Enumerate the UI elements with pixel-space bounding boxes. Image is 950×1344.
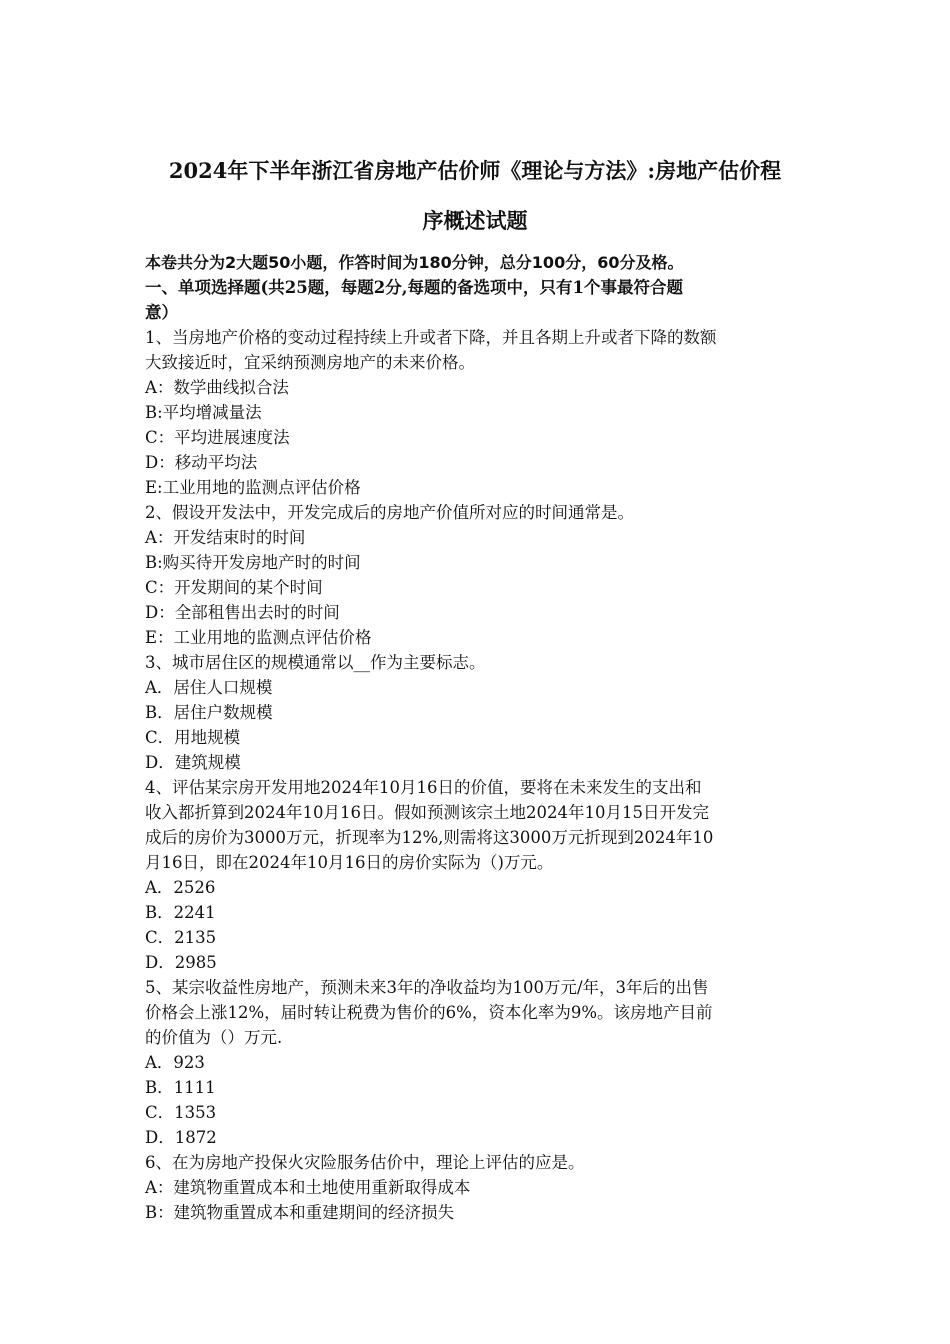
option-line: B:平均增减量法 <box>145 403 262 422</box>
option-line: D：全部租售出去时的时间 <box>145 603 340 622</box>
question-line: 3、城市居住区的规模通常以__作为主要标志。 <box>145 653 486 672</box>
option-line: D．建筑规模 <box>145 753 241 772</box>
question-line: 2、假设开发法中，开发完成后的房地产价值所对应的时间通常是。 <box>145 503 634 522</box>
question-line: 5、某宗收益性房地产，预测未来3年的净收益均为100万元/年，3年后的出售 <box>145 978 709 997</box>
question-line: 1、当房地产价格的变动过程持续上升或者下降，并且各期上升或者下降的数额 <box>145 328 717 347</box>
question-line: 月16日，即在2024年10月16日的房价实际为（)万元。 <box>145 853 554 872</box>
option-line: C．用地规模 <box>145 728 241 747</box>
option-line: A：开发结束时的时间 <box>145 528 306 547</box>
option-line: D．2985 <box>145 953 217 972</box>
question-line: 6、在为房地产投保火灾险服务估价中，理论上评估的应是。 <box>145 1153 585 1172</box>
option-line: B．2241 <box>145 903 216 922</box>
document-body <box>145 250 810 1225</box>
document-title-line-2: 序概述试题 <box>422 208 528 233</box>
option-line: B．1111 <box>145 1078 216 1097</box>
document-title-line-1: 2024年下半年浙江省房地产估价师《理论与方法》:房地产估价程 <box>168 158 782 183</box>
option-line: A．923 <box>145 1053 205 1072</box>
option-line: E：工业用地的监测点评估价格 <box>145 628 372 647</box>
option-line: B．居住户数规模 <box>145 703 273 722</box>
option-line: A．2526 <box>145 878 216 897</box>
option-line: B:购买待开发房地产时的时间 <box>145 553 361 572</box>
question-line: 4、评估某宗房开发用地2024年10月16日的价值，要将在未来发生的支出和 <box>145 778 702 797</box>
option-line: A：数学曲线拟合法 <box>145 378 289 397</box>
question-line: 大致接近时，宜采纳预测房地产的未来价格。 <box>145 353 475 372</box>
option-line: C．1353 <box>145 1103 217 1122</box>
question-line: 的价值为（）万元. <box>145 1028 283 1047</box>
question-line: 收入都折算到2024年10月16日。假如预测该宗土地2024年10月15日开发完 <box>145 803 709 822</box>
option-line: B：建筑物重置成本和重建期间的经济损失 <box>145 1203 455 1222</box>
option-line: C：平均进展速度法 <box>145 428 290 447</box>
option-line: A．居住人口规模 <box>145 678 273 697</box>
option-line: C．2135 <box>145 928 217 947</box>
question-line: 成后的房价为3000万元，折现率为12%,则需将这3000万元折现到2024年10 <box>145 828 714 847</box>
section-heading-line-1: 一、单项选择题(共25题，每题2分,每题的备选项中，只有1个事最符合题 <box>145 278 683 297</box>
exam-intro: 本卷共分为2大题50小题，作答时间为180分钟，总分100分，60分及格。 <box>145 253 684 272</box>
question-line: 价格会上涨12%，届时转让税费为售价的6%，资本化率为9%。该房地产目前 <box>145 1003 713 1022</box>
section-heading-line-2: 意） <box>145 303 178 322</box>
option-line: C：开发期间的某个时间 <box>145 578 323 597</box>
option-line: A：建筑物重置成本和土地使用重新取得成本 <box>145 1178 471 1197</box>
option-line: D．1872 <box>145 1128 217 1147</box>
option-line: D：移动平均法 <box>145 453 258 472</box>
option-line: E:工业用地的监测点评估价格 <box>145 478 361 497</box>
